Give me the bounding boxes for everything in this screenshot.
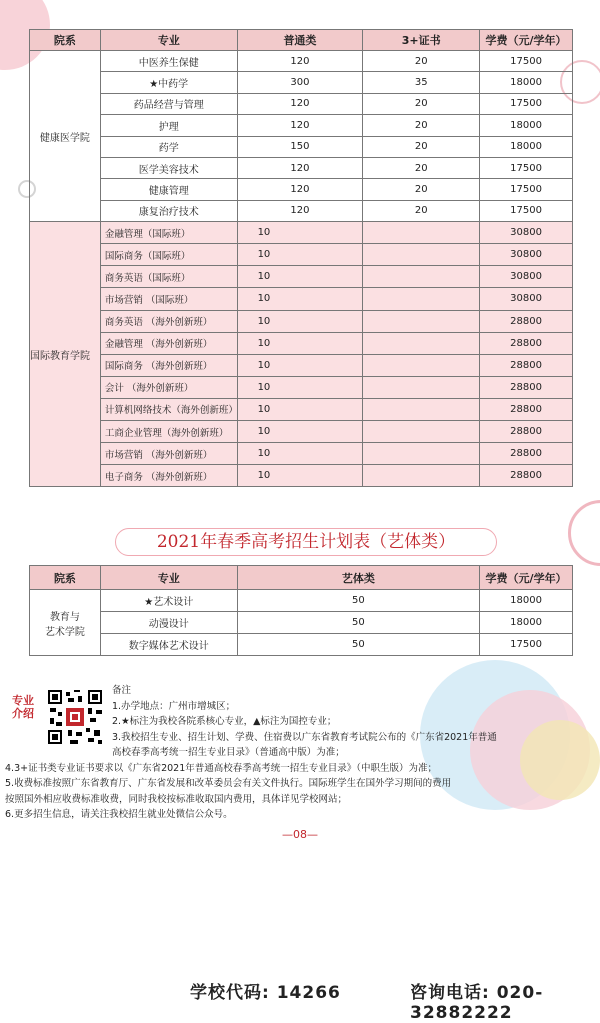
table-row xyxy=(30,200,573,221)
major-cell: 电子商务 （海外创新班） xyxy=(100,465,237,487)
regular-cell: 10 xyxy=(237,398,363,420)
admission-plan-table xyxy=(29,29,573,487)
table-row xyxy=(30,465,573,487)
regular-cell: 10 xyxy=(237,465,363,487)
regular-cell: 120 xyxy=(237,93,363,114)
college-cell: 国际教育学院 xyxy=(30,222,101,487)
certificate-cell xyxy=(363,310,480,332)
major-cell: 药品经营与管理 xyxy=(100,93,237,114)
certificate-cell xyxy=(363,398,480,420)
note-item: 4.3+证书类专业证书要求以《广东省2021年普通高校春季高考统一招生专业目录》（中职生版）为准； xyxy=(5,762,437,774)
table-row xyxy=(30,179,573,200)
art-cell: 50 xyxy=(237,634,480,656)
table-row xyxy=(30,72,573,93)
tuition-cell: 28800 xyxy=(480,443,573,465)
major-cell: 市场营销 （海外创新班） xyxy=(100,443,237,465)
major-cell: 金融管理 （海外创新班） xyxy=(100,332,237,354)
major-cell: 会计 （海外创新班） xyxy=(100,376,237,398)
tuition-cell: 30800 xyxy=(480,222,573,244)
tuition-cell: 17500 xyxy=(480,179,573,200)
tuition-cell: 28800 xyxy=(480,420,573,442)
note-item: 1.办学地点：广州市增城区； xyxy=(112,700,236,712)
regular-cell: 10 xyxy=(237,266,363,288)
college-cell: 教育与 艺术学院 xyxy=(30,590,101,656)
certificate-cell: 35 xyxy=(363,72,480,93)
major-cell: 医学美容技术 xyxy=(100,157,237,178)
notes-title: 备注 xyxy=(112,685,132,696)
major-cell: 国际商务（国际班） xyxy=(100,244,237,266)
tuition-cell: 17500 xyxy=(480,93,573,114)
major-cell: 金融管理（国际班） xyxy=(100,222,237,244)
regular-cell: 10 xyxy=(237,376,363,398)
table-row xyxy=(30,136,573,157)
regular-cell: 10 xyxy=(237,332,363,354)
header-tuition: 学费（元/学年） xyxy=(480,566,573,590)
certificate-cell xyxy=(363,244,480,266)
college-cell: 健康医学院 xyxy=(30,51,101,222)
header-certificate: 3+证书 xyxy=(363,30,480,51)
page-number-value: 08 xyxy=(293,828,307,841)
certificate-cell: 20 xyxy=(363,115,480,136)
certificate-cell: 20 xyxy=(363,179,480,200)
table-row xyxy=(30,157,573,178)
note-item: 5.收费标准按照广东省教育厅、广东省发展和改革委员会有关文件执行。国际班学生在国外学习期间的费用 xyxy=(5,778,452,789)
tuition-cell: 28800 xyxy=(480,310,573,332)
certificate-cell: 20 xyxy=(363,93,480,114)
tuition-cell: 18000 xyxy=(480,612,573,634)
table-row xyxy=(30,398,573,420)
table-header-row xyxy=(30,566,573,590)
tuition-cell: 30800 xyxy=(480,266,573,288)
major-cell: 工商企业管理（海外创新班） xyxy=(100,420,237,442)
table-row xyxy=(30,288,573,310)
header-college: 院系 xyxy=(30,566,101,590)
header-college: 院系 xyxy=(30,30,101,51)
note-item: 6.更多招生信息，请关注我校招生就业处微信公众号。 xyxy=(5,809,233,820)
table-row xyxy=(30,310,573,332)
table-row xyxy=(30,376,573,398)
contact-phone: 咨询电话: 020-32882222 xyxy=(410,983,544,1023)
table-row xyxy=(30,222,573,244)
regular-cell: 10 xyxy=(237,420,363,442)
tuition-cell: 18000 xyxy=(480,590,573,612)
table-row xyxy=(30,634,573,656)
tuition-cell: 30800 xyxy=(480,288,573,310)
regular-cell: 10 xyxy=(237,354,363,376)
certificate-cell: 20 xyxy=(363,136,480,157)
major-cell: 药学 xyxy=(100,136,237,157)
regular-cell: 120 xyxy=(237,200,363,221)
table-row xyxy=(30,115,573,136)
table-row xyxy=(30,612,573,634)
regular-cell: 120 xyxy=(237,179,363,200)
major-cell: ★艺术设计 xyxy=(100,590,237,612)
decor-circle xyxy=(568,500,600,566)
regular-cell: 10 xyxy=(237,288,363,310)
table-row xyxy=(30,420,573,442)
major-cell: 数字媒体艺术设计 xyxy=(100,634,237,656)
tuition-cell: 17500 xyxy=(480,51,573,72)
table-row xyxy=(30,266,573,288)
table-row xyxy=(30,354,573,376)
regular-cell: 10 xyxy=(237,310,363,332)
note-item: 高校春季高考统一招生专业目录》（普通高中版）为准； xyxy=(112,747,345,758)
certificate-cell xyxy=(363,354,480,376)
regular-cell: 300 xyxy=(237,72,363,93)
certificate-cell xyxy=(363,443,480,465)
certificate-cell xyxy=(363,420,480,442)
table-header-row xyxy=(30,30,573,51)
art-cell: 50 xyxy=(237,590,480,612)
tuition-cell: 17500 xyxy=(480,200,573,221)
major-cell: 康复治疗技术 xyxy=(100,200,237,221)
table-row xyxy=(30,443,573,465)
major-cell: 计算机网络技术（海外创新班） xyxy=(100,398,237,420)
regular-cell: 120 xyxy=(237,157,363,178)
table-row xyxy=(30,93,573,114)
tuition-cell: 17500 xyxy=(480,157,573,178)
regular-cell: 10 xyxy=(237,244,363,266)
tuition-cell: 28800 xyxy=(480,465,573,487)
header-art: 艺体类 xyxy=(237,566,480,590)
header-tuition: 学费（元/学年） xyxy=(480,30,573,51)
art-cell: 50 xyxy=(237,612,480,634)
major-cell: 商务英语 （海外创新班） xyxy=(100,310,237,332)
tuition-cell: 28800 xyxy=(480,398,573,420)
major-cell: 中医养生保健 xyxy=(100,51,237,72)
table-row xyxy=(30,51,573,72)
tuition-cell: 28800 xyxy=(480,332,573,354)
tuition-cell: 18000 xyxy=(480,115,573,136)
header-regular: 普通类 xyxy=(237,30,363,51)
major-cell: 市场营销 （国际班） xyxy=(100,288,237,310)
certificate-cell xyxy=(363,288,480,310)
regular-cell: 120 xyxy=(237,115,363,136)
qr-label: 专业介绍 xyxy=(12,694,34,720)
regular-cell: 10 xyxy=(237,222,363,244)
regular-cell: 10 xyxy=(237,443,363,465)
school-code: 学校代码: 14266 xyxy=(190,983,341,1003)
certificate-cell xyxy=(363,266,480,288)
note-item: 3.我校招生专业、招生计划、学费、住宿费以广东省教育考试院公布的《广东省2021年普通 xyxy=(112,731,497,743)
table-row xyxy=(30,590,573,612)
certificate-cell xyxy=(363,465,480,487)
note-item: 2.★标注为我校各院系核心专业，▲标注为国控专业； xyxy=(112,716,337,727)
regular-cell: 150 xyxy=(237,136,363,157)
note-item: 按照国外相应收费标准收费，同时我校按标准收取国内费用，具体详见学校网站； xyxy=(5,793,348,805)
tuition-cell: 28800 xyxy=(480,376,573,398)
certificate-cell xyxy=(363,222,480,244)
header-major: 专业 xyxy=(100,566,237,590)
major-cell: 商务英语（国际班） xyxy=(100,266,237,288)
major-cell: ★中药学 xyxy=(100,72,237,93)
qr-code-icon[interactable] xyxy=(46,688,104,746)
major-cell: 护理 xyxy=(100,115,237,136)
major-cell: 健康管理 xyxy=(100,179,237,200)
table-row xyxy=(30,332,573,354)
page-number: —08— xyxy=(282,828,318,841)
header-major: 专业 xyxy=(100,30,237,51)
section-title-art: 2021年春季高考招生计划表（艺体类） xyxy=(115,528,497,556)
major-cell: 动漫设计 xyxy=(100,612,237,634)
tuition-cell: 28800 xyxy=(480,354,573,376)
certificate-cell xyxy=(363,376,480,398)
certificate-cell: 20 xyxy=(363,51,480,72)
certificate-cell: 20 xyxy=(363,157,480,178)
certificate-cell: 20 xyxy=(363,200,480,221)
tuition-cell: 30800 xyxy=(480,244,573,266)
certificate-cell xyxy=(363,332,480,354)
art-plan-table xyxy=(29,565,573,656)
major-cell: 国际商务 （海外创新班） xyxy=(100,354,237,376)
tuition-cell: 17500 xyxy=(480,634,573,656)
tuition-cell: 18000 xyxy=(480,136,573,157)
table-row xyxy=(30,244,573,266)
regular-cell: 120 xyxy=(237,51,363,72)
tuition-cell: 18000 xyxy=(480,72,573,93)
